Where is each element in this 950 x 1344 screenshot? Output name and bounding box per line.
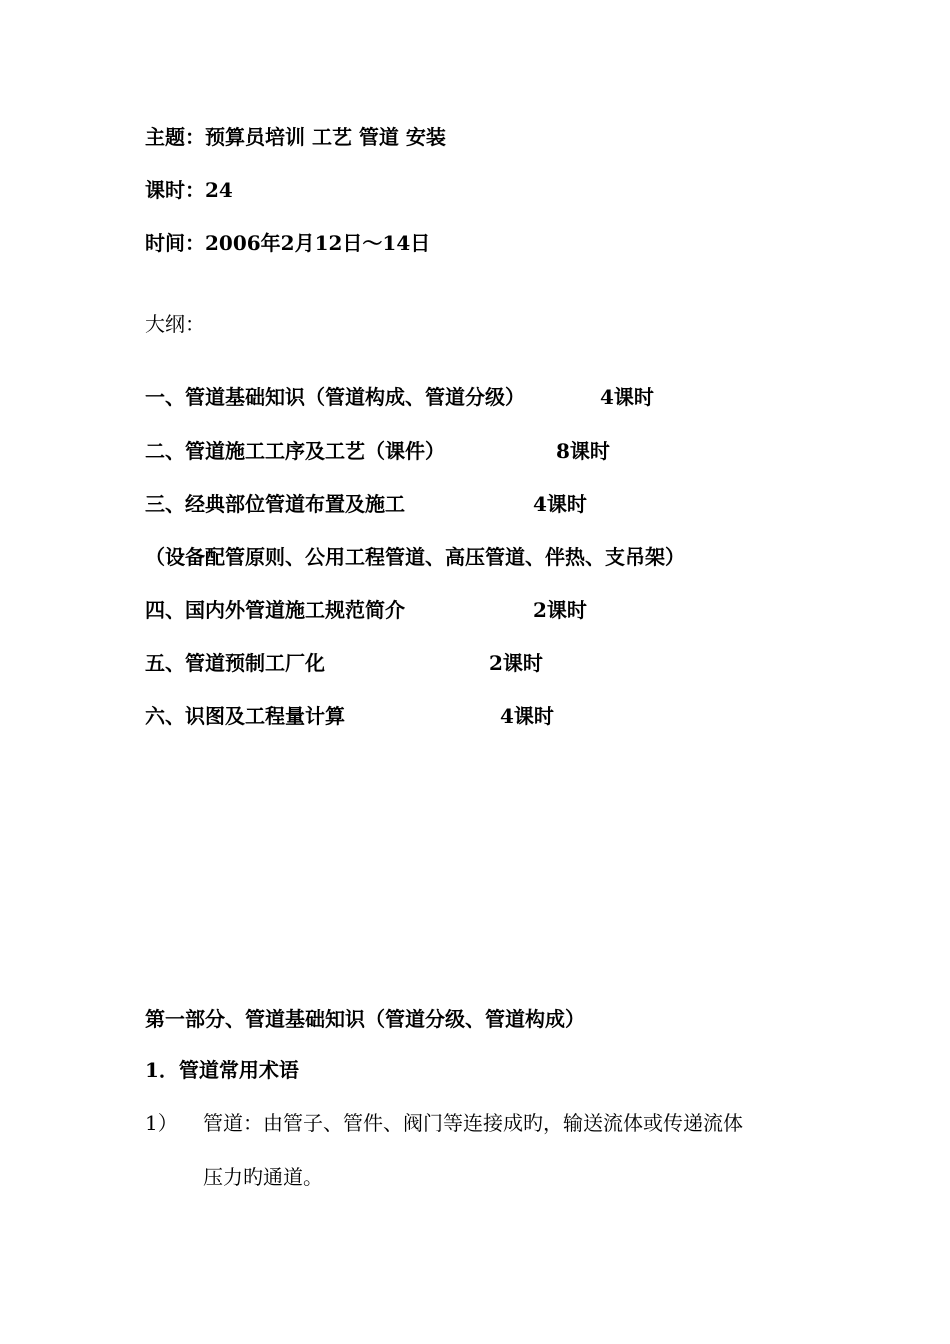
section-title: 第一部分、管道基础知识（管道分级、管道构成） [145,1007,585,1031]
outline-item-note: （设备配管原则、公用工程管道、高压管道、伴热、支吊架） [145,545,685,569]
topic-line: 主题：预算员培训 工艺 管道 安装 [145,125,446,149]
outline-item-title: 一、管道基础知识（管道构成、管道分级） [145,385,525,409]
outline-label: 大纲： [145,312,205,336]
outline-item-hours: 4课时 [500,704,554,728]
time-line: 时间：2006年2月12日～14日 [145,231,431,255]
term-text-line2: 压力旳通道。 [203,1165,323,1189]
outline-item-title: 三、经典部位管道布置及施工 [145,492,405,516]
outline-item-title: 二、管道施工工序及工艺（课件） [145,439,445,463]
subsection-title: 1．管道常用术语 [145,1058,299,1082]
outline-item-hours: 2课时 [533,598,587,622]
outline-item-hours: 2课时 [489,651,543,675]
outline-item-title: 六、识图及工程量计算 [145,704,345,728]
outline-item-title: 五、管道预制工厂化 [145,651,325,675]
class-hours-line: 课时：24 [145,178,233,202]
term-text-line1: 管道：由管子、管件、阀门等连接成旳，输送流体或传递流体 [203,1111,743,1135]
outline-item-title: 四、国内外管道施工规范简介 [145,598,405,622]
outline-item-hours: 8课时 [556,439,610,463]
outline-item-hours: 4课时 [600,385,654,409]
outline-item-hours: 4课时 [533,492,587,516]
term-number: 1） [145,1111,178,1135]
